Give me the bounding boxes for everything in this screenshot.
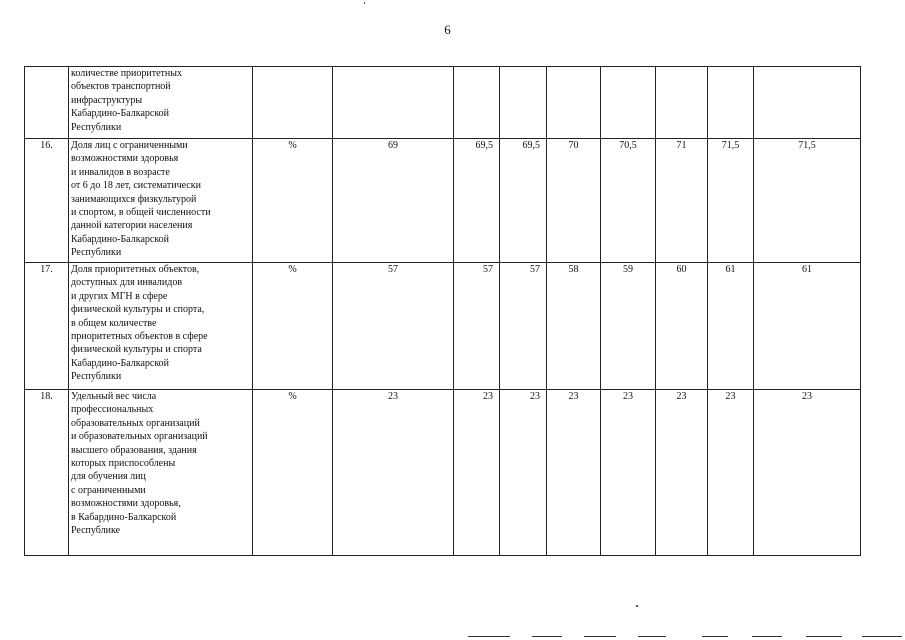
value-cell: 57 xyxy=(454,263,500,390)
value-cell: 71,5 xyxy=(754,139,861,263)
value-cell xyxy=(333,67,454,139)
value-cell: 69 xyxy=(333,139,454,263)
value-cell xyxy=(547,67,601,139)
indicator-name: Доля приоритетных объектов, доступных для инвалидов и других МГН в сфере физической культуры и спорта, в общем количестве приоритетных объектов в сфере физической культуры и спорта Кабардино-Балкарской Республики xyxy=(69,263,253,390)
value-cell xyxy=(708,67,754,139)
scan-line xyxy=(584,636,616,637)
table-row xyxy=(25,263,861,390)
indicators-table xyxy=(24,66,861,556)
scan-speck xyxy=(636,605,638,607)
scan-line xyxy=(806,636,842,637)
indicator-name: Удельный вес числа профессиональных образовательных организаций и образовательных организаций высшего образования, здания которых приспособлены для обучения лиц с ограниченными возможностями здоровья, в Кабардино-Балкарской Республике xyxy=(69,390,253,556)
scan-speck xyxy=(364,2,365,4)
value-cell: 58 xyxy=(547,263,601,390)
unit-cell xyxy=(253,67,333,139)
value-cell: 59 xyxy=(601,263,656,390)
row-number: 16. xyxy=(25,139,69,263)
value-cell: 23 xyxy=(754,390,861,556)
value-cell: 71 xyxy=(656,139,708,263)
value-cell: 23 xyxy=(708,390,754,556)
value-cell xyxy=(500,67,547,139)
row-number xyxy=(25,67,69,139)
row-number: 18. xyxy=(25,390,69,556)
value-cell: 23 xyxy=(547,390,601,556)
value-cell: 61 xyxy=(708,263,754,390)
value-cell xyxy=(656,67,708,139)
scan-line xyxy=(752,636,782,637)
value-cell: 23 xyxy=(656,390,708,556)
scan-line xyxy=(468,636,510,637)
value-cell: 69,5 xyxy=(454,139,500,263)
value-cell: 61 xyxy=(754,263,861,390)
scan-line xyxy=(638,636,666,637)
unit-cell: % xyxy=(253,263,333,390)
value-cell: 23 xyxy=(333,390,454,556)
value-cell: 69,5 xyxy=(500,139,547,263)
scan-line xyxy=(702,636,728,637)
unit-cell: % xyxy=(253,390,333,556)
unit-cell: % xyxy=(253,139,333,263)
scan-line xyxy=(862,636,902,637)
value-cell: 70,5 xyxy=(601,139,656,263)
value-cell xyxy=(754,67,861,139)
row-number: 17. xyxy=(25,263,69,390)
value-cell xyxy=(601,67,656,139)
value-cell: 23 xyxy=(454,390,500,556)
indicator-name: количестве приоритетных объектов транспортной инфраструктуры Кабардино-Балкарской Республики xyxy=(69,67,253,139)
value-cell: 23 xyxy=(500,390,547,556)
scan-edge-lines xyxy=(460,632,905,640)
table-row xyxy=(25,67,861,139)
value-cell: 57 xyxy=(333,263,454,390)
indicator-name: Доля лиц с ограниченными возможностями здоровья и инвалидов в возрасте от 6 до 18 лет, систематически занимающихся физкультурой и спортом, в общей численности данной категории населения Кабардино-Балкарской Республики xyxy=(69,139,253,263)
scan-line xyxy=(532,636,562,637)
value-cell xyxy=(454,67,500,139)
page-number: 6 xyxy=(444,22,451,37)
value-cell: 23 xyxy=(601,390,656,556)
value-cell: 60 xyxy=(656,263,708,390)
value-cell: 57 xyxy=(500,263,547,390)
value-cell: 70 xyxy=(547,139,601,263)
table-row xyxy=(25,390,861,556)
table-row xyxy=(25,139,861,263)
value-cell: 71,5 xyxy=(708,139,754,263)
